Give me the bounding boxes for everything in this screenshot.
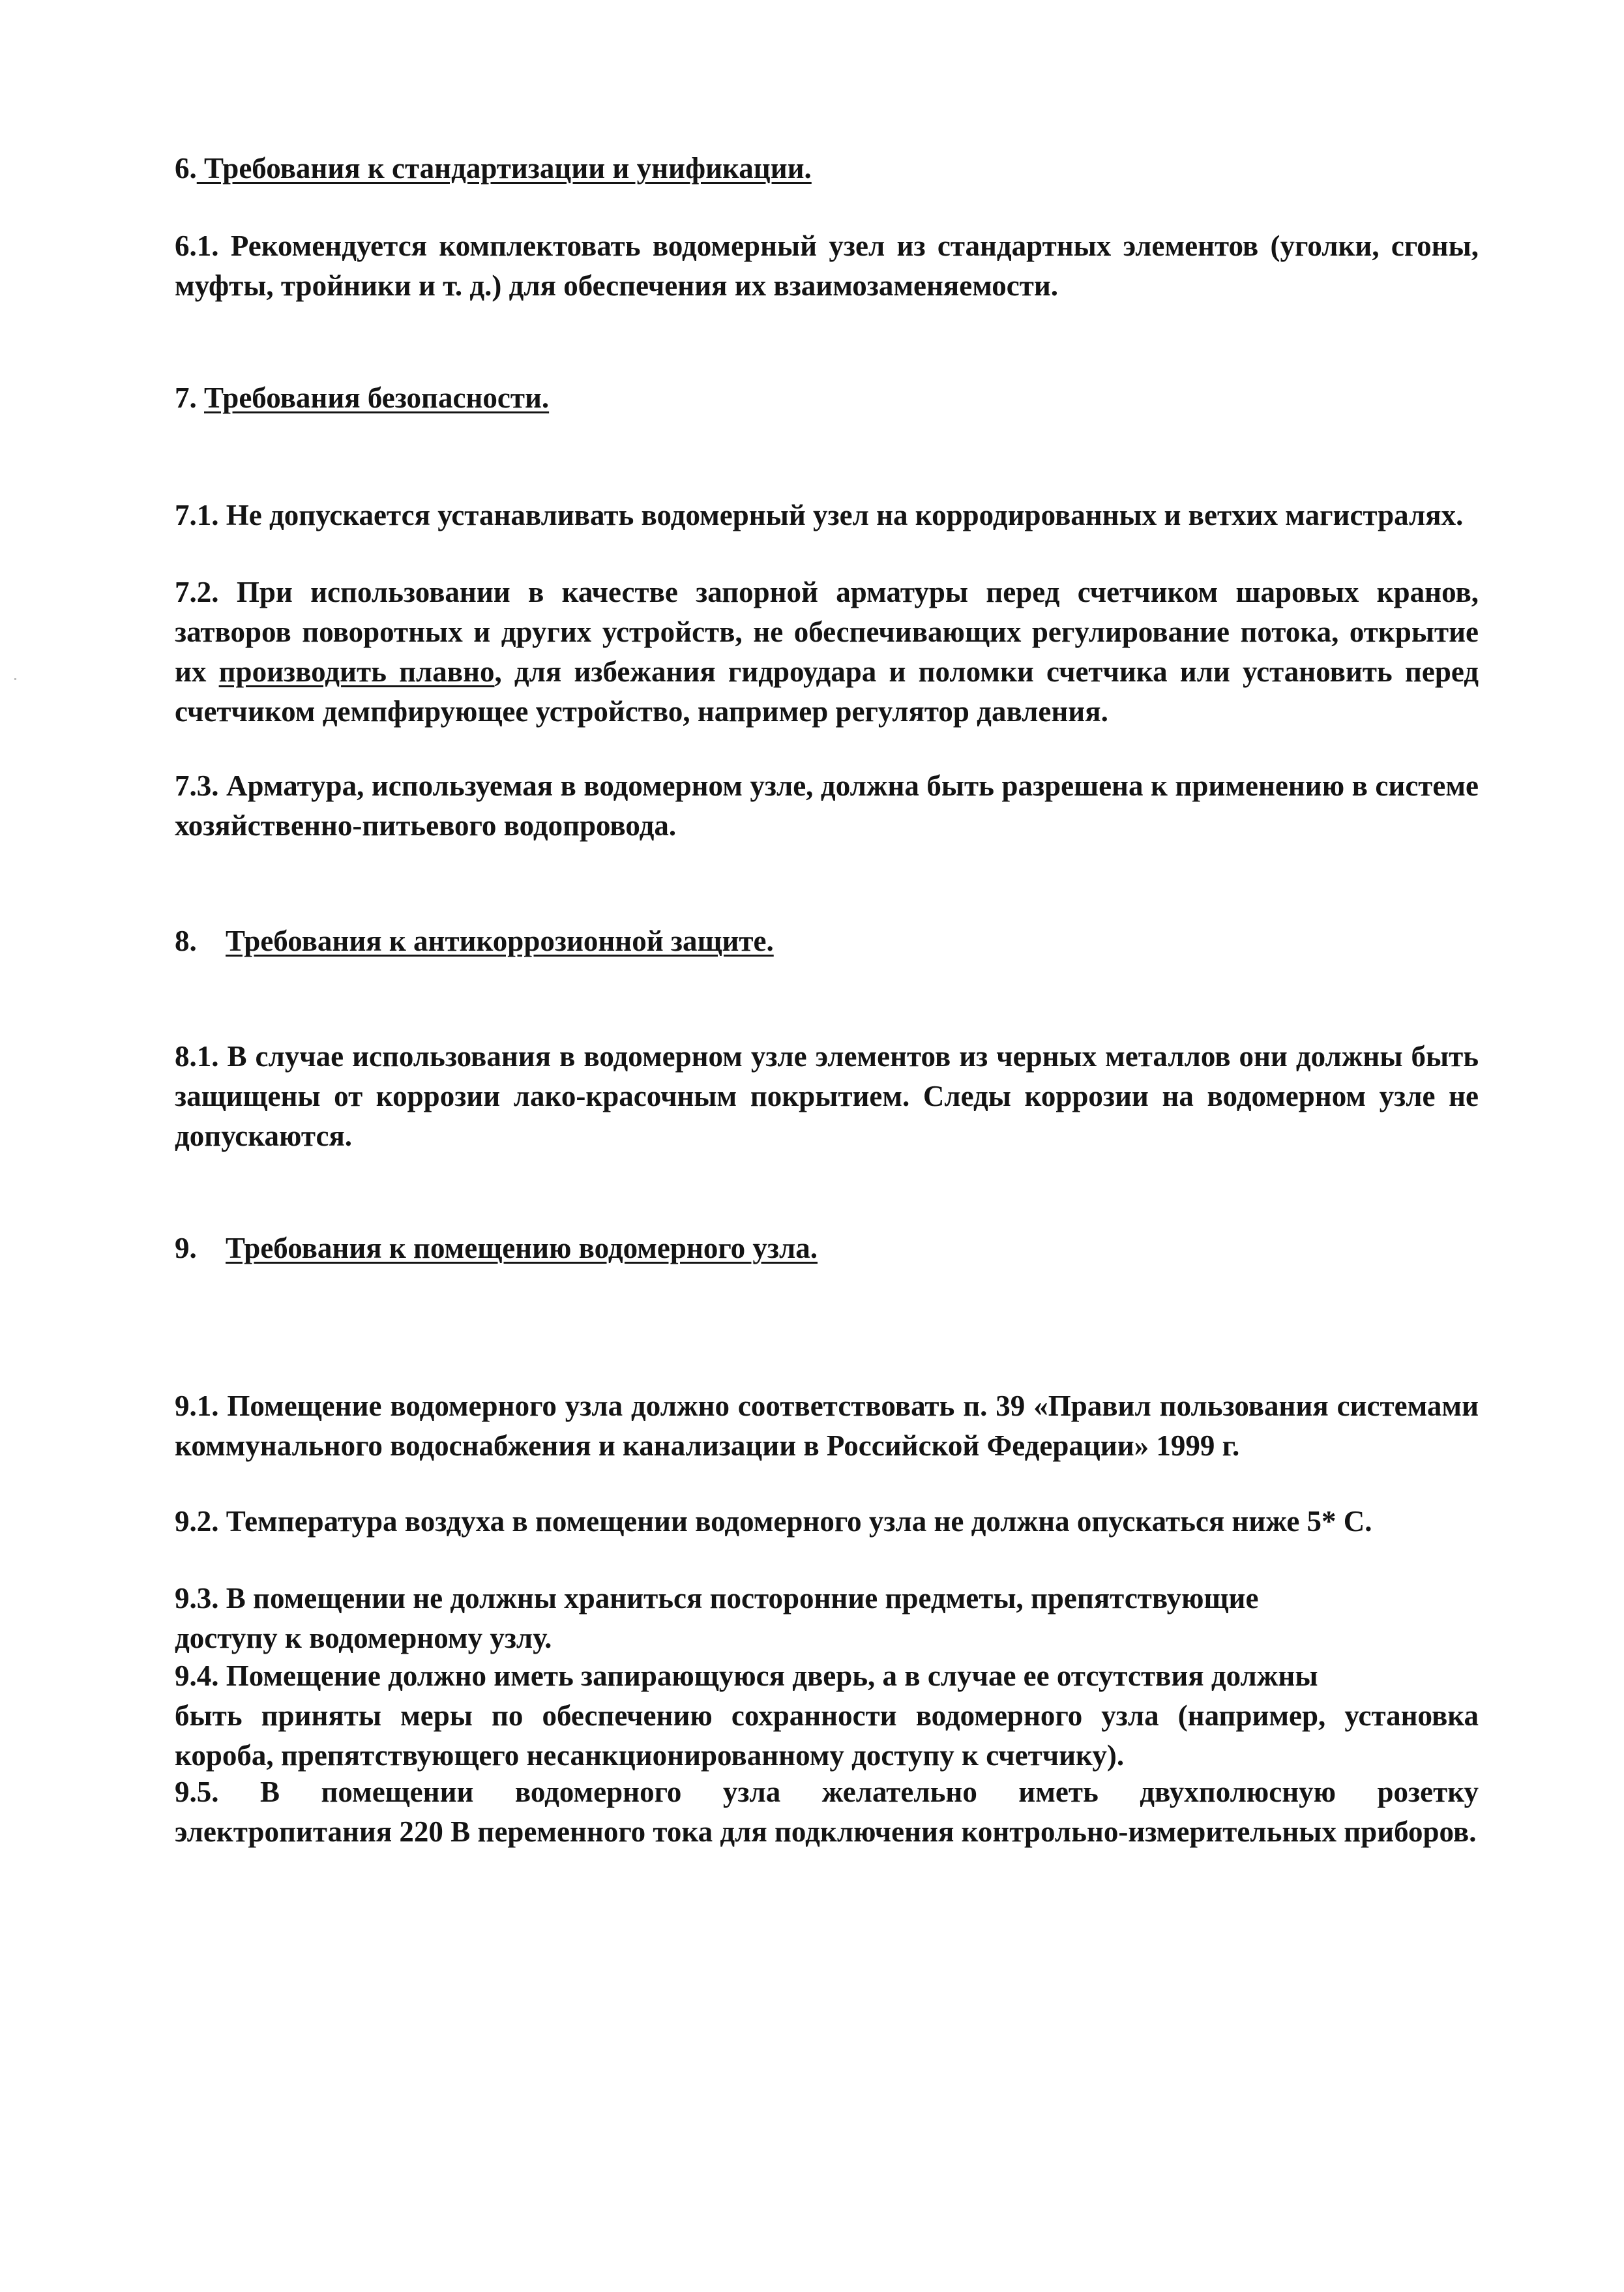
section-7-number: 7. xyxy=(175,381,197,414)
section-7-title: Требования безопасности. xyxy=(204,381,550,414)
paragraph-9-3-line-1: 9.3. В помещении не должны храниться посторонние предметы, препятствующие xyxy=(175,1582,1259,1615)
section-6-number: 6. xyxy=(175,152,197,185)
section-9-heading xyxy=(175,1228,818,1268)
paragraph-8-1: 8.1. В случае использования в водомерном узле элементов из черных металлов они должны быть защищены от коррозии лако-красочным покрытием. Следы коррозии на водомерном узле не допускаются. xyxy=(175,1040,1479,1152)
paragraph-7-2 xyxy=(175,573,1479,732)
section-8-heading xyxy=(175,921,774,961)
section-7-heading xyxy=(175,378,549,418)
section-9-number: 9. xyxy=(175,1232,197,1264)
section-8-title: Требования к антикоррозионной защите. xyxy=(226,925,774,957)
paragraph-9-4-line-1: 9.4. Помещение должно иметь запирающуюся дверь, а в случае ее отсутствия должны xyxy=(175,1659,1318,1692)
paragraph-9-3 xyxy=(175,1579,1479,1658)
paragraph-7-1: 7.1. Не допускается устанавливать водомерный узел на корродированных и ветхих магистралях. xyxy=(175,499,1464,531)
section-9-title: Требования к помещению водомерного узла. xyxy=(226,1232,818,1264)
paragraph-9-4-rest: быть приняты меры по обеспечению сохранности водомерного узла (например, установка короба, препятствующего несанкционированному доступу к счетчику). xyxy=(175,1699,1479,1772)
paragraph-7-2-end: , для избежания гидроудара и поломки счетчика или установить перед счетчиком демпфирующее устройство, например регулятор давления. xyxy=(175,655,1479,728)
paragraph-9-3-line-2: доступу к водомерному узлу. xyxy=(175,1622,552,1654)
paragraph-9-5 xyxy=(175,1772,1479,1852)
paragraph-9-2: 9.2. Температура воздуха в помещении водомерного узла не должна опускаться ниже 5* С. xyxy=(175,1505,1372,1538)
paragraph-9-5-line-1: 9.5. В помещении водомерного узла желательно иметь двухполюсную розетку xyxy=(175,1776,1479,1808)
paragraph-9-4 xyxy=(175,1656,1479,1776)
paragraph-9-1: 9.1. Помещение водомерного узла должно соответствовать п. 39 «Правил пользования системами коммунального водоснабжения и канализации в Российской Федерации» 1999 г. xyxy=(175,1390,1479,1462)
paragraph-9-5-rest: электропитания 220 В переменного тока для подключения контрольно-измерительных приборов. xyxy=(175,1815,1477,1848)
section-8-number: 8. xyxy=(175,925,197,957)
scan-speck xyxy=(14,678,16,680)
paragraph-7-3: 7.3. Арматура, используемая в водомерном узле, должна быть разрешена к применению в системе хозяйственно-питьевого водопровода. xyxy=(175,769,1479,842)
section-6-heading xyxy=(175,149,812,188)
paragraph-7-2-emphasis: производить плавно xyxy=(218,655,495,688)
paragraph-6-1: 6.1. Рекомендуется комплектовать водомерный узел из стандартных элементов (уголки, сгоны, муфты, тройники и т. д.) для обеспечения их взаимозаменяемости. xyxy=(175,230,1479,302)
section-6-title: Требования к стандартизации и унификации. xyxy=(196,152,812,185)
paragraph-7-2-start: 7.2. При использовании в качестве запорной арматуры перед счетчиком шаровых кранов, затворов поворотных и других устройств, не обеспечивающих регулирование потока, открытие их xyxy=(175,576,1479,688)
